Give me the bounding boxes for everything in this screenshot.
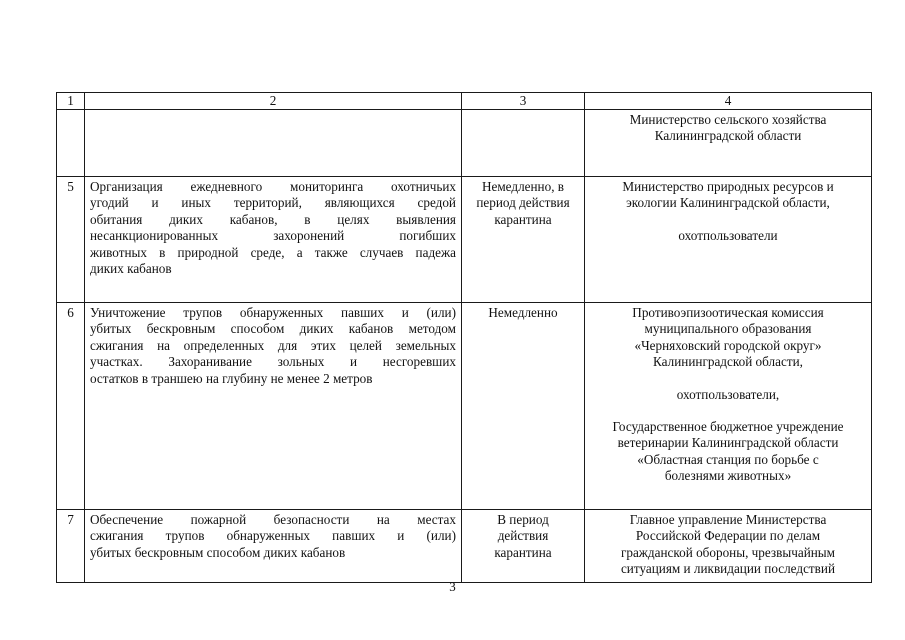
task-line: угодий и иных территорий, являющихся средой	[90, 195, 456, 211]
responsible-line: Государственное бюджетное учреждение	[612, 419, 844, 435]
responsible-line: экологии Калининградской области,	[626, 195, 830, 211]
task-cell	[85, 510, 462, 583]
row-number-cell	[57, 110, 85, 177]
task-cell	[85, 303, 462, 510]
responsible-line: Главное управление Министерства	[629, 512, 827, 527]
row-number: 5	[57, 177, 85, 303]
responsible-cell	[585, 303, 872, 510]
task-line: участках. Захоранивание зольных и несгоревших	[90, 354, 456, 370]
responsible-line: «Областная станция по борьбе с	[637, 451, 819, 467]
responsible-cell	[585, 110, 872, 177]
term-cell	[462, 510, 585, 583]
responsible-line: охотпользователи,	[676, 386, 780, 402]
task-line: животных в природной среде, а также случаев падежа	[90, 244, 456, 260]
header-col-4: 4	[585, 93, 872, 110]
term-line: Немедленно, в	[481, 179, 565, 194]
responsible-line: Противоэпизоотическая комиссия	[632, 305, 824, 320]
term-line: В период	[497, 512, 549, 527]
task-line: убитых бескровным способом диких кабанов	[90, 544, 346, 560]
term-line: период действия	[476, 195, 570, 211]
responsible-line: ветеринарии Калининградской области	[617, 435, 839, 451]
task-line: Обеспечение пожарной безопасности на местах	[90, 512, 456, 527]
responsible-line: «Черняховский городской округ»	[634, 337, 822, 353]
page-number: 3	[449, 579, 456, 594]
responsible-line: охотпользователи	[678, 227, 778, 243]
responsible-line: ситуациям и ликвидации последствий	[620, 561, 836, 577]
header-col-2: 2	[85, 93, 462, 110]
responsible-line: болезнями животных»	[664, 468, 792, 484]
responsible-line: Калининградской области	[654, 128, 802, 144]
header-col-3: 3	[462, 93, 585, 110]
row-number: 7	[57, 510, 85, 583]
task-line: диких кабанов	[90, 261, 172, 277]
term-line: карантина	[494, 544, 552, 560]
task-line: Организация ежедневного мониторинга охотничьих	[90, 179, 456, 194]
task-cell	[85, 110, 462, 177]
row-number: 6	[57, 303, 85, 510]
responsible-cell	[585, 510, 872, 583]
responsible-line: гражданской обороны, чрезвычайным	[620, 544, 836, 560]
task-line: остатков в траншею на глубину не менее 2 метров	[90, 370, 373, 386]
term-cell	[462, 110, 585, 177]
responsible-line: Министерство природных ресурсов и	[622, 179, 834, 194]
term-cell	[462, 177, 585, 303]
table-row-5	[57, 177, 872, 303]
task-cell	[85, 177, 462, 303]
task-line: сжигания на определенных для этих целей земельных	[90, 337, 456, 353]
task-line: убитых бескровным способом диких кабанов методом	[90, 321, 456, 337]
responsible-line: Российской Федерации по делам	[635, 528, 821, 544]
task-line: несанкционированных захоронений погибших	[90, 228, 456, 244]
table-row-7	[57, 510, 872, 583]
header-col-1: 1	[57, 93, 85, 110]
table-header-row	[57, 93, 872, 110]
responsible-line: Калининградской области,	[653, 354, 803, 370]
table-row-6	[57, 303, 872, 510]
task-line: обитания диких кабанов, в целях выявления	[90, 211, 456, 227]
table-row-continued	[57, 110, 872, 177]
responsible-cell	[585, 177, 872, 303]
task-line: сжигания трупов обнаруженных павших и (или)	[90, 528, 456, 544]
measures-table	[56, 92, 872, 583]
term-cell	[462, 303, 585, 510]
responsible-line: Министерство сельского хозяйства	[629, 112, 827, 127]
responsible-line: муниципального образования	[644, 321, 812, 337]
term-line: Немедленно	[488, 305, 558, 320]
term-line: действия	[497, 528, 549, 544]
term-line: карантина	[494, 211, 552, 227]
task-line: Уничтожение трупов обнаруженных павших и (или)	[90, 305, 456, 320]
